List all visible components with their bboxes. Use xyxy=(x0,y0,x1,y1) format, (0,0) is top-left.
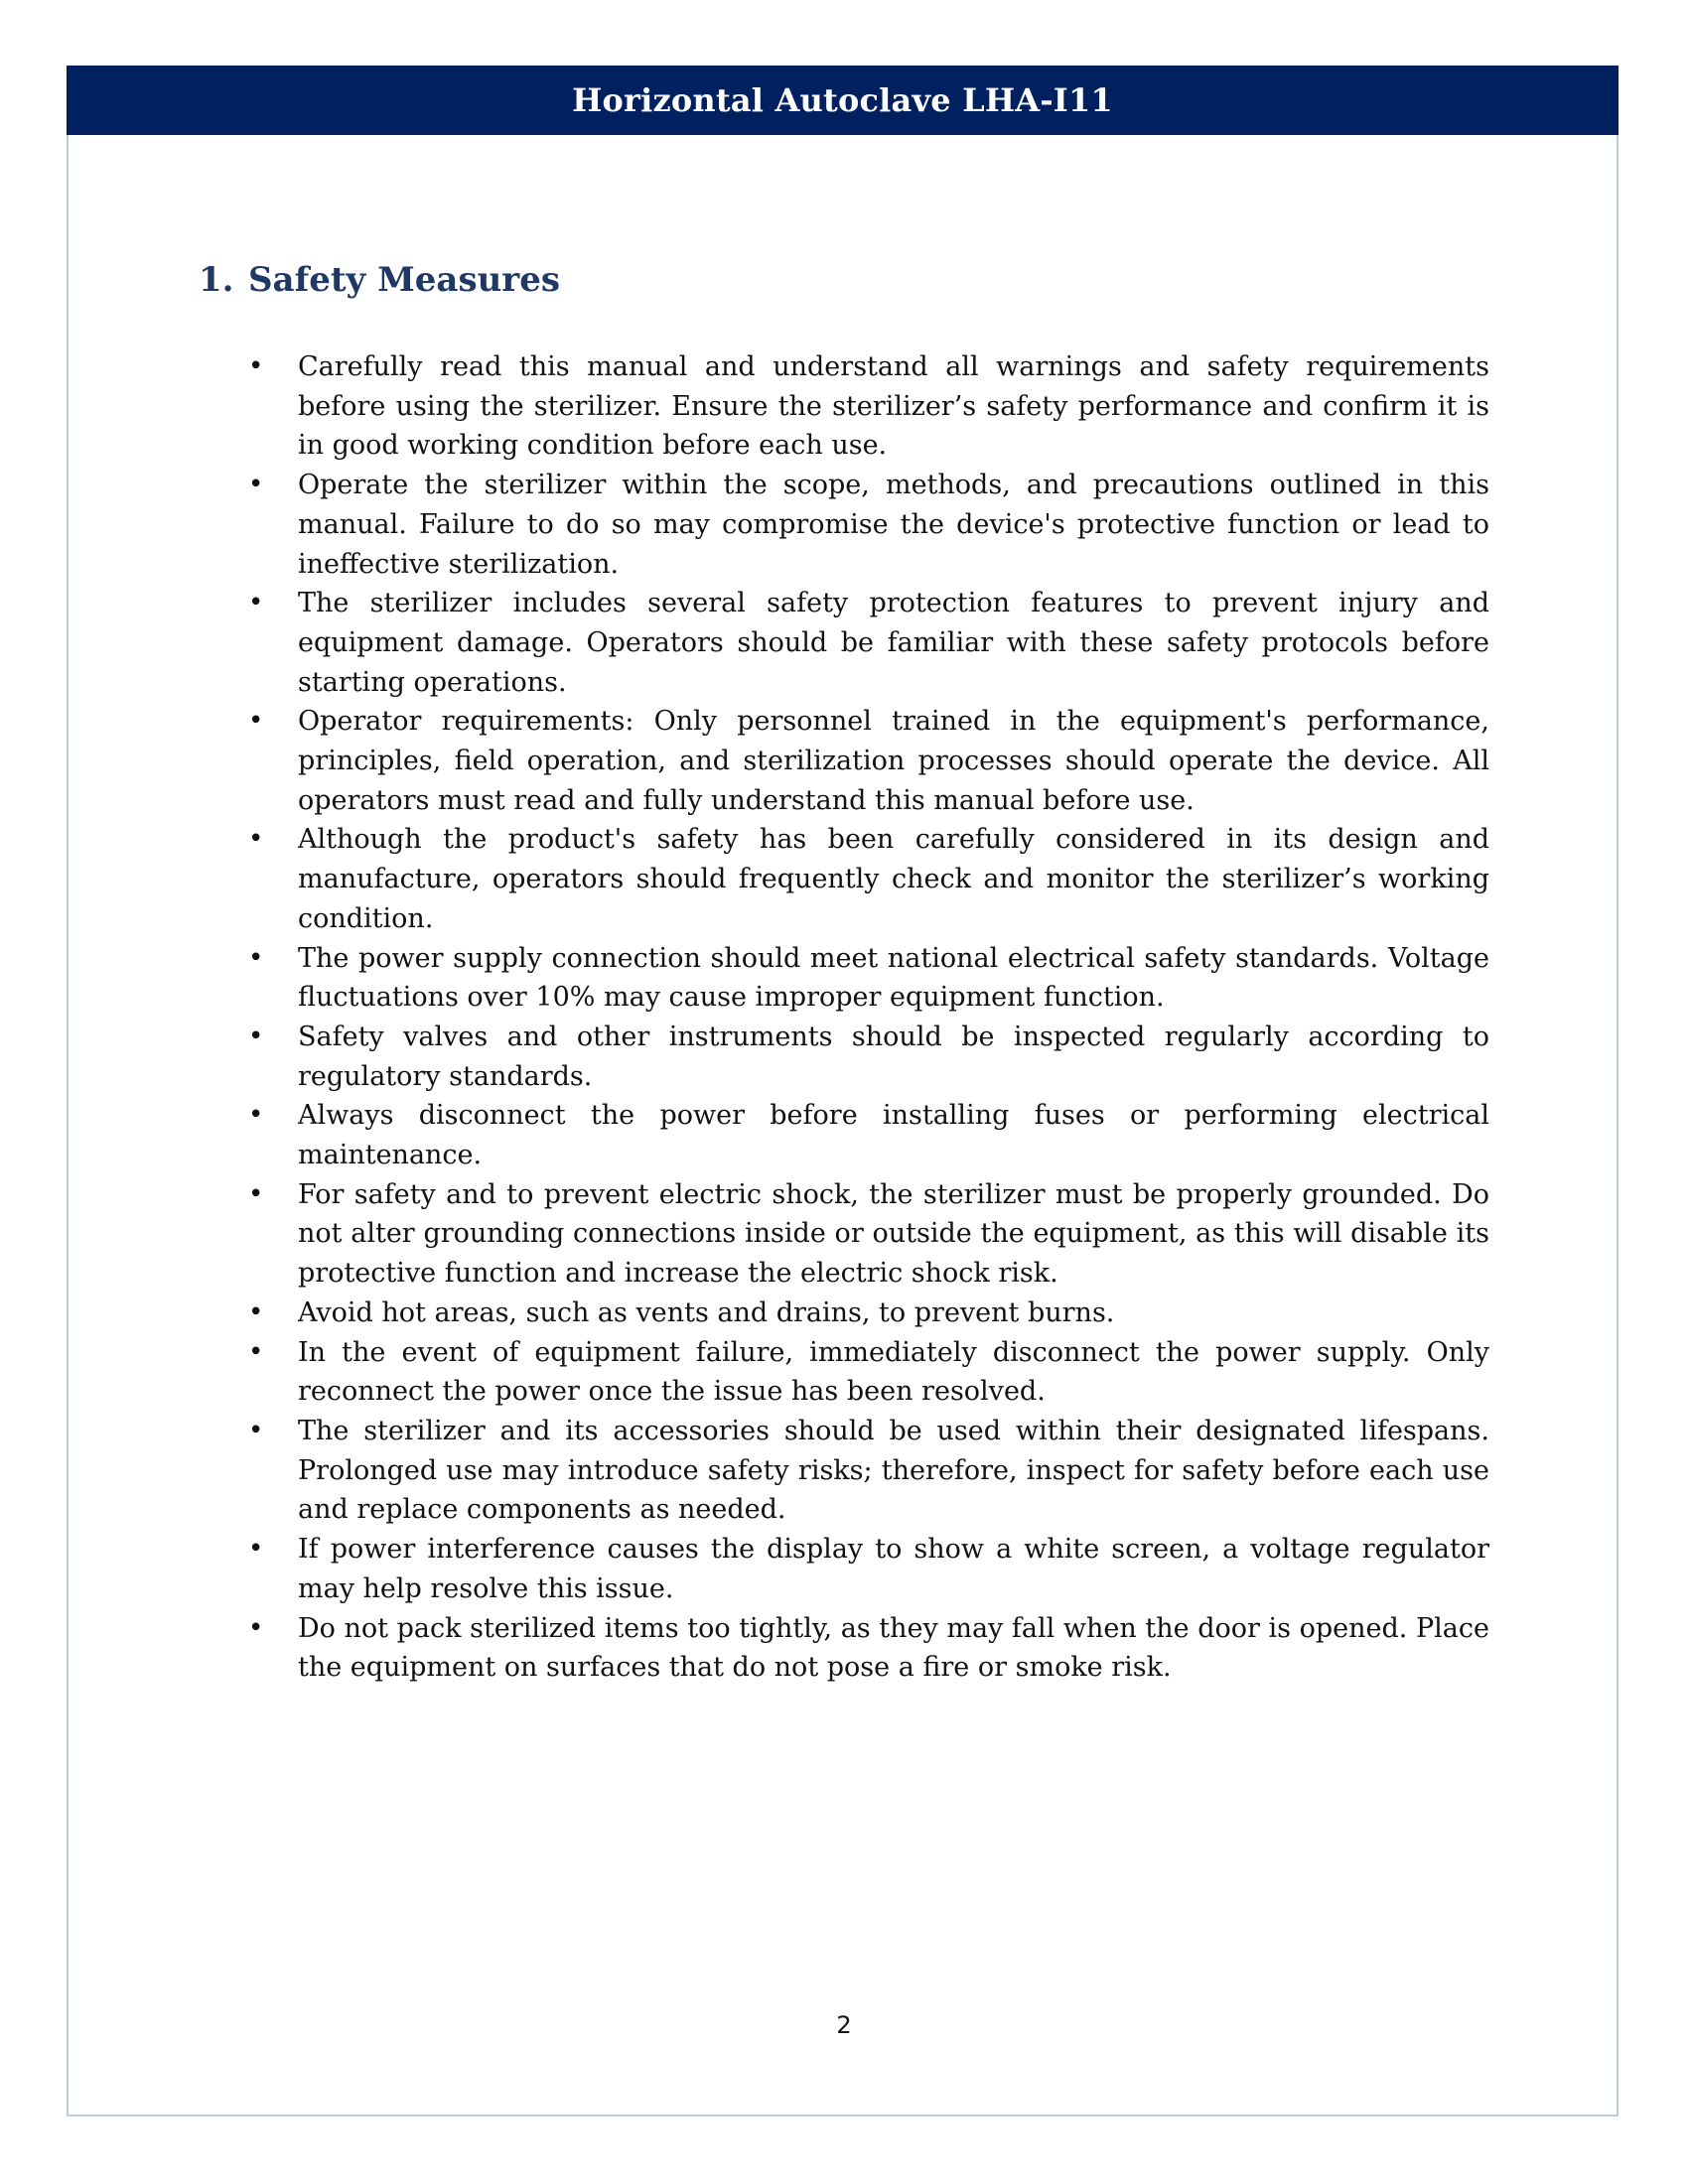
list-item xyxy=(248,939,1489,1018)
list-item xyxy=(248,1175,1489,1294)
list-item xyxy=(248,1530,1489,1608)
safety-measures-list xyxy=(248,347,1489,1688)
bullet-icon: • xyxy=(248,588,264,618)
header-bar xyxy=(67,66,1618,135)
list-item xyxy=(248,1096,1489,1174)
header-title: Horizontal Autoclave LHA-I11 xyxy=(572,81,1113,119)
bullet-icon: • xyxy=(248,1415,264,1445)
bullet-icon: • xyxy=(248,1021,264,1051)
list-item xyxy=(248,1333,1489,1412)
bullet-icon: • xyxy=(248,1534,264,1565)
section-heading xyxy=(199,260,560,300)
list-item-text: In the event of equipment failure, immediately disconnect the power supply. Only reconnect the power once the issue has been resolved. xyxy=(298,1336,1489,1408)
list-item-text: For safety and to prevent electric shock, the sterilizer must be properly grounded. Do not alter grounding connections inside or outside the equipment, as this will disable its protective function and increase the electric shock risk. xyxy=(298,1178,1489,1290)
bullet-icon: • xyxy=(248,1178,264,1209)
list-item xyxy=(248,1018,1489,1096)
list-item-text: The sterilizer includes several safety protection features to prevent injury and equipment damage. Operators should be familiar with these safety protocols before starting operations. xyxy=(298,588,1489,698)
section-number: 1. xyxy=(199,260,234,300)
page-number: 2 xyxy=(836,2011,852,2039)
list-item xyxy=(248,1412,1489,1530)
list-item xyxy=(248,347,1489,466)
list-item-text: Always disconnect the power before installing fuses or performing electrical maintenance. xyxy=(298,1100,1489,1171)
bullet-icon: • xyxy=(248,942,264,973)
list-item xyxy=(248,820,1489,938)
bullet-icon: • xyxy=(248,351,264,381)
list-item-text: The power supply connection should meet national electrical safety standards. Voltage fluctuations over 10% may cause improper equipment function. xyxy=(298,942,1489,1014)
list-item-text: Although the product's safety has been carefully considered in its design and manufacture, operators should frequently check and monitor the sterilizer’s working condition. xyxy=(298,824,1489,934)
list-item-text: The sterilizer and its accessories should be used within their designated lifespans. Prolonged use may introduce safety risks; therefore, inspect for safety before each use and replace components as needed. xyxy=(298,1415,1489,1526)
list-item-text: Operate the sterilizer within the scope, methods, and precautions outlined in this manual. Failure to do so may compromise the device's protective function or lead to ineffective sterilization. xyxy=(298,470,1489,580)
list-item xyxy=(248,466,1489,584)
list-item-text: If power interference causes the display to show a white screen, a voltage regulator may help resolve this issue. xyxy=(298,1534,1489,1604)
bullet-icon: • xyxy=(248,1100,264,1131)
list-item-text: Safety valves and other instruments should be inspected regularly according to regulatory standards. xyxy=(298,1021,1489,1092)
list-item-text: Do not pack sterilized items too tightly, as they may fall when the door is opened. Place the equipment on surfaces that do not pose a fire or smoke risk. xyxy=(298,1612,1489,1684)
list-item xyxy=(248,584,1489,702)
bullet-icon: • xyxy=(248,1336,264,1367)
section-title: Safety Measures xyxy=(248,260,560,300)
bullet-icon: • xyxy=(248,1297,264,1327)
bullet-icon: • xyxy=(248,706,264,737)
list-item-text: Carefully read this manual and understand all warnings and safety requirements before using the sterilizer. Ensure the sterilizer’s safety performance and confirm it is in good working condition before each use. xyxy=(298,351,1489,462)
list-item-text: Operator requirements: Only personnel trained in the equipment's performance, principles, field operation, and sterilization processes should operate the device. All operators must read and fully understand this manual before use. xyxy=(298,706,1489,816)
list-item xyxy=(248,702,1489,820)
list-item xyxy=(248,1294,1489,1333)
bullet-icon: • xyxy=(248,1612,264,1643)
list-item xyxy=(248,1609,1489,1688)
bullet-icon: • xyxy=(248,470,264,500)
list-item-text: Avoid hot areas, such as vents and drains, to prevent burns. xyxy=(298,1297,1115,1328)
bullet-icon: • xyxy=(248,824,264,855)
